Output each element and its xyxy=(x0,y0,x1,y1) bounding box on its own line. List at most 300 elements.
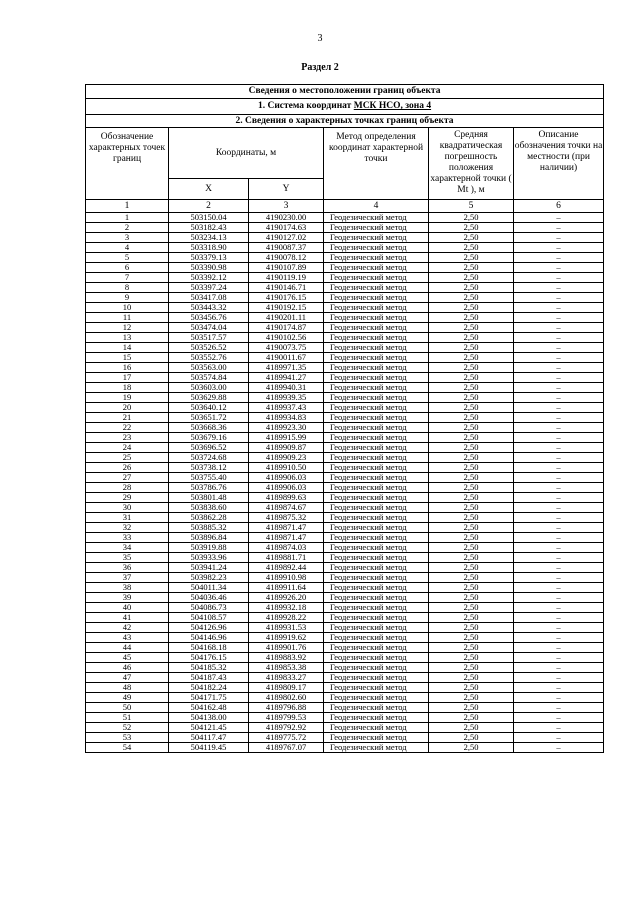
description: – xyxy=(514,363,604,373)
coord-y: 4189939.35 xyxy=(249,393,324,403)
coord-y: 4190176.15 xyxy=(249,293,324,303)
method: Геодезический метод xyxy=(324,383,429,393)
point-number: 47 xyxy=(86,673,169,683)
coord-y: 4190078.12 xyxy=(249,253,324,263)
coord-x: 504162.48 xyxy=(169,703,249,713)
method: Геодезический метод xyxy=(324,253,429,263)
coord-x: 504036.46 xyxy=(169,593,249,603)
description: – xyxy=(514,563,604,573)
description: – xyxy=(514,293,604,303)
column-number: 3 xyxy=(249,200,324,213)
method: Геодезический метод xyxy=(324,593,429,603)
method: Геодезический метод xyxy=(324,323,429,333)
mt-error: 2,50 xyxy=(429,743,514,753)
description: – xyxy=(514,243,604,253)
coord-x: 504171.75 xyxy=(169,693,249,703)
coord-x: 503885.32 xyxy=(169,523,249,533)
description: – xyxy=(514,603,604,613)
method: Геодезический метод xyxy=(324,283,429,293)
description: – xyxy=(514,263,604,273)
coord-x: 503456.76 xyxy=(169,313,249,323)
table-row xyxy=(86,613,604,623)
method: Геодезический метод xyxy=(324,723,429,733)
table-row xyxy=(86,363,604,373)
mt-error: 2,50 xyxy=(429,223,514,233)
description: – xyxy=(514,463,604,473)
coord-y: 4189833.27 xyxy=(249,673,324,683)
mt-error: 2,50 xyxy=(429,443,514,453)
table-row xyxy=(86,273,604,283)
point-number: 3 xyxy=(86,233,169,243)
point-number: 13 xyxy=(86,333,169,343)
table-caption: Сведения о местоположении границ объекта xyxy=(86,85,604,99)
coord-x: 504138.00 xyxy=(169,713,249,723)
mt-error: 2,50 xyxy=(429,603,514,613)
point-number: 27 xyxy=(86,473,169,483)
point-number: 40 xyxy=(86,603,169,613)
table-row xyxy=(86,353,604,363)
coord-x: 503640.12 xyxy=(169,403,249,413)
point-number: 38 xyxy=(86,583,169,593)
method: Геодезический метод xyxy=(324,433,429,443)
point-number: 54 xyxy=(86,743,169,753)
mt-error: 2,50 xyxy=(429,523,514,533)
method: Геодезический метод xyxy=(324,653,429,663)
method: Геодезический метод xyxy=(324,543,429,553)
mt-error: 2,50 xyxy=(429,583,514,593)
description: – xyxy=(514,483,604,493)
mt-error: 2,50 xyxy=(429,663,514,673)
table-row xyxy=(86,333,604,343)
point-number: 28 xyxy=(86,483,169,493)
table-row xyxy=(86,543,604,553)
point-number: 9 xyxy=(86,293,169,303)
description: – xyxy=(514,573,604,583)
point-number: 2 xyxy=(86,223,169,233)
coord-x: 503318.90 xyxy=(169,243,249,253)
description: – xyxy=(514,733,604,743)
point-number: 17 xyxy=(86,373,169,383)
point-number: 11 xyxy=(86,313,169,323)
method: Геодезический метод xyxy=(324,233,429,243)
description: – xyxy=(514,333,604,343)
coord-y: 4189883.92 xyxy=(249,653,324,663)
coord-y: 4189934.83 xyxy=(249,413,324,423)
coord-x: 503150.04 xyxy=(169,213,249,223)
method: Геодезический метод xyxy=(324,663,429,673)
method: Геодезический метод xyxy=(324,303,429,313)
mt-error: 2,50 xyxy=(429,623,514,633)
point-number: 26 xyxy=(86,463,169,473)
coord-x: 503390.98 xyxy=(169,263,249,273)
coord-y: 4189931.53 xyxy=(249,623,324,633)
coord-x: 503526.52 xyxy=(169,343,249,353)
method: Геодезический метод xyxy=(324,733,429,743)
coord-y: 4189937.43 xyxy=(249,403,324,413)
mt-error: 2,50 xyxy=(429,713,514,723)
coord-x: 503724.68 xyxy=(169,453,249,463)
description: – xyxy=(514,493,604,503)
coord-x: 503679.16 xyxy=(169,433,249,443)
mt-error: 2,50 xyxy=(429,263,514,273)
description: – xyxy=(514,313,604,323)
table-row xyxy=(86,503,604,513)
table-row xyxy=(86,393,604,403)
description: – xyxy=(514,433,604,443)
point-number: 19 xyxy=(86,393,169,403)
point-number: 8 xyxy=(86,283,169,293)
coord-x: 503696.52 xyxy=(169,443,249,453)
description: – xyxy=(514,453,604,463)
point-number: 1 xyxy=(86,213,169,223)
coord-x: 503517.57 xyxy=(169,333,249,343)
coord-y: 4189802.60 xyxy=(249,693,324,703)
method: Геодезический метод xyxy=(324,613,429,623)
mt-error: 2,50 xyxy=(429,683,514,693)
coord-y: 4189871.47 xyxy=(249,523,324,533)
method: Геодезический метод xyxy=(324,603,429,613)
method: Геодезический метод xyxy=(324,643,429,653)
mt-error: 2,50 xyxy=(429,643,514,653)
mt-error: 2,50 xyxy=(429,283,514,293)
method: Геодезический метод xyxy=(324,423,429,433)
coord-y: 4189971.35 xyxy=(249,363,324,373)
coord-x: 503941.24 xyxy=(169,563,249,573)
coord-y: 4189767.07 xyxy=(249,743,324,753)
description: – xyxy=(514,273,604,283)
table-row xyxy=(86,313,604,323)
coord-y: 4189874.03 xyxy=(249,543,324,553)
coord-x: 503392.12 xyxy=(169,273,249,283)
coord-x: 503896.84 xyxy=(169,533,249,543)
description: – xyxy=(514,553,604,563)
coord-y: 4189909.23 xyxy=(249,453,324,463)
mt-error: 2,50 xyxy=(429,343,514,353)
table-row xyxy=(86,603,604,613)
coord-y: 4190073.75 xyxy=(249,343,324,353)
description: – xyxy=(514,743,604,753)
point-number: 51 xyxy=(86,713,169,723)
coord-y: 4189796.88 xyxy=(249,703,324,713)
coord-x: 503629.88 xyxy=(169,393,249,403)
method: Геодезический метод xyxy=(324,393,429,403)
coord-x: 504086.73 xyxy=(169,603,249,613)
mt-error: 2,50 xyxy=(429,653,514,663)
method: Геодезический метод xyxy=(324,673,429,683)
coord-x: 503182.43 xyxy=(169,223,249,233)
table-row xyxy=(86,633,604,643)
method: Геодезический метод xyxy=(324,313,429,323)
coord-y: 4189809.17 xyxy=(249,683,324,693)
method: Геодезический метод xyxy=(324,583,429,593)
coord-y: 4190146.71 xyxy=(249,283,324,293)
description: – xyxy=(514,693,604,703)
coord-y: 4189928.22 xyxy=(249,613,324,623)
header-method: Метод определения координат характерной точки xyxy=(324,128,429,200)
table-row xyxy=(86,493,604,503)
mt-error: 2,50 xyxy=(429,453,514,463)
description: – xyxy=(514,223,604,233)
table-row xyxy=(86,323,604,333)
table-row xyxy=(86,423,604,433)
table-row xyxy=(86,713,604,723)
description: – xyxy=(514,253,604,263)
point-number: 36 xyxy=(86,563,169,573)
point-number: 33 xyxy=(86,533,169,543)
point-number: 37 xyxy=(86,573,169,583)
coord-y: 4189911.64 xyxy=(249,583,324,593)
mt-error: 2,50 xyxy=(429,243,514,253)
point-number: 32 xyxy=(86,523,169,533)
point-number: 39 xyxy=(86,593,169,603)
mt-error: 2,50 xyxy=(429,333,514,343)
description: – xyxy=(514,233,604,243)
mt-error: 2,50 xyxy=(429,543,514,553)
description: – xyxy=(514,343,604,353)
method: Геодезический метод xyxy=(324,513,429,523)
mt-error: 2,50 xyxy=(429,323,514,333)
table-row xyxy=(86,593,604,603)
description: – xyxy=(514,303,604,313)
coord-x: 504176.15 xyxy=(169,653,249,663)
header-point: Обозначение характерных точек границ xyxy=(86,128,169,200)
coord-y: 4189909.87 xyxy=(249,443,324,453)
point-number: 34 xyxy=(86,543,169,553)
table-row xyxy=(86,563,604,573)
coord-y: 4189875.32 xyxy=(249,513,324,523)
mt-error: 2,50 xyxy=(429,433,514,443)
coord-x: 503603.00 xyxy=(169,383,249,393)
coord-y: 4189892.44 xyxy=(249,563,324,573)
table-row xyxy=(86,573,604,583)
point-number: 41 xyxy=(86,613,169,623)
table-row xyxy=(86,223,604,233)
table-row xyxy=(86,443,604,453)
method: Геодезический метод xyxy=(324,413,429,423)
table-row xyxy=(86,743,604,753)
method: Геодезический метод xyxy=(324,483,429,493)
coord-x: 503738.12 xyxy=(169,463,249,473)
coord-y: 4189906.03 xyxy=(249,473,324,483)
description: – xyxy=(514,383,604,393)
coord-y: 4189874.67 xyxy=(249,503,324,513)
description: – xyxy=(514,703,604,713)
table-row xyxy=(86,403,604,413)
coord-x: 504119.45 xyxy=(169,743,249,753)
point-number: 18 xyxy=(86,383,169,393)
point-number: 20 xyxy=(86,403,169,413)
mt-error: 2,50 xyxy=(429,503,514,513)
mt-error: 2,50 xyxy=(429,213,514,223)
column-number: 4 xyxy=(324,200,429,213)
description: – xyxy=(514,643,604,653)
coord-y: 4190230.00 xyxy=(249,213,324,223)
mt-error: 2,50 xyxy=(429,593,514,603)
coord-x: 503919.88 xyxy=(169,543,249,553)
mt-error: 2,50 xyxy=(429,393,514,403)
mt-error: 2,50 xyxy=(429,463,514,473)
coord-x: 503982.23 xyxy=(169,573,249,583)
coordinate-system-name: МСК НСО, зона 4 xyxy=(353,101,432,111)
description: – xyxy=(514,633,604,643)
header-error: Средняя квадратическая погрешность положения характерной точки ( Mt ), м xyxy=(429,128,514,200)
coord-y: 4190011.67 xyxy=(249,353,324,363)
coord-y: 4189871.47 xyxy=(249,533,324,543)
description: – xyxy=(514,373,604,383)
description: – xyxy=(514,213,604,223)
method: Геодезический метод xyxy=(324,363,429,373)
description: – xyxy=(514,443,604,453)
table-row xyxy=(86,253,604,263)
method: Геодезический метод xyxy=(324,223,429,233)
boundary-points-table xyxy=(85,84,604,753)
method: Геодезический метод xyxy=(324,623,429,633)
coord-x: 504126.96 xyxy=(169,623,249,633)
method: Геодезический метод xyxy=(324,683,429,693)
mt-error: 2,50 xyxy=(429,313,514,323)
table-row xyxy=(86,463,604,473)
coord-x: 503801.48 xyxy=(169,493,249,503)
coord-x: 504182.24 xyxy=(169,683,249,693)
point-number: 44 xyxy=(86,643,169,653)
header-description: Описание обозначения точки на местности (при наличии) xyxy=(514,128,604,200)
coord-y: 4189799.53 xyxy=(249,713,324,723)
point-number: 10 xyxy=(86,303,169,313)
description: – xyxy=(514,523,604,533)
table-row xyxy=(86,583,604,593)
point-number: 7 xyxy=(86,273,169,283)
mt-error: 2,50 xyxy=(429,233,514,243)
coordinate-system-prefix: 1. Система координат xyxy=(257,101,354,111)
method: Геодезический метод xyxy=(324,373,429,383)
coord-y: 4189910.50 xyxy=(249,463,324,473)
description: – xyxy=(514,583,604,593)
table-row xyxy=(86,243,604,253)
coord-y: 4189910.98 xyxy=(249,573,324,583)
coord-x: 503933.96 xyxy=(169,553,249,563)
coord-y: 4189932.18 xyxy=(249,603,324,613)
coord-y: 4189901.76 xyxy=(249,643,324,653)
mt-error: 2,50 xyxy=(429,563,514,573)
table-row xyxy=(86,513,604,523)
table-row xyxy=(86,533,604,543)
table-row xyxy=(86,643,604,653)
table-row xyxy=(86,653,604,663)
coord-x: 503574.84 xyxy=(169,373,249,383)
mt-error: 2,50 xyxy=(429,303,514,313)
description: – xyxy=(514,613,604,623)
description: – xyxy=(514,423,604,433)
table-row xyxy=(86,413,604,423)
method: Геодезический метод xyxy=(324,523,429,533)
table-row xyxy=(86,233,604,243)
coord-y: 4189899.63 xyxy=(249,493,324,503)
method: Геодезический метод xyxy=(324,473,429,483)
coord-x: 503668.36 xyxy=(169,423,249,433)
table-row xyxy=(86,703,604,713)
method: Геодезический метод xyxy=(324,573,429,583)
table-row xyxy=(86,343,604,353)
coord-x: 504146.96 xyxy=(169,633,249,643)
coord-x: 504117.47 xyxy=(169,733,249,743)
table-row xyxy=(86,453,604,463)
table-row xyxy=(86,433,604,443)
point-number: 31 xyxy=(86,513,169,523)
table-row xyxy=(86,473,604,483)
coord-y: 4189906.03 xyxy=(249,483,324,493)
point-number: 46 xyxy=(86,663,169,673)
coord-y: 4190102.56 xyxy=(249,333,324,343)
mt-error: 2,50 xyxy=(429,723,514,733)
header-y: Y xyxy=(249,179,324,200)
points-section-title: 2. Сведения о характерных точках границ объекта xyxy=(86,115,604,128)
header-coords: Координаты, м xyxy=(169,128,324,179)
page-number: 3 xyxy=(317,33,323,44)
coord-x: 503234.13 xyxy=(169,233,249,243)
mt-error: 2,50 xyxy=(429,373,514,383)
mt-error: 2,50 xyxy=(429,423,514,433)
point-number: 45 xyxy=(86,653,169,663)
table-row xyxy=(86,683,604,693)
description: – xyxy=(514,513,604,523)
mt-error: 2,50 xyxy=(429,633,514,643)
point-number: 48 xyxy=(86,683,169,693)
mt-error: 2,50 xyxy=(429,473,514,483)
header-x: X xyxy=(169,179,249,200)
method: Геодезический метод xyxy=(324,503,429,513)
method: Геодезический метод xyxy=(324,553,429,563)
description: – xyxy=(514,393,604,403)
point-number: 12 xyxy=(86,323,169,333)
description: – xyxy=(514,673,604,683)
point-number: 35 xyxy=(86,553,169,563)
table-row xyxy=(86,293,604,303)
mt-error: 2,50 xyxy=(429,493,514,503)
mt-error: 2,50 xyxy=(429,383,514,393)
method: Геодезический метод xyxy=(324,403,429,413)
coordinate-system xyxy=(86,99,604,115)
point-number: 43 xyxy=(86,633,169,643)
mt-error: 2,50 xyxy=(429,513,514,523)
coord-y: 4190201.11 xyxy=(249,313,324,323)
table-row xyxy=(86,523,604,533)
coord-x: 504168.18 xyxy=(169,643,249,653)
point-number: 4 xyxy=(86,243,169,253)
coord-y: 4189940.31 xyxy=(249,383,324,393)
point-number: 52 xyxy=(86,723,169,733)
method: Геодезический метод xyxy=(324,493,429,503)
description: – xyxy=(514,503,604,513)
coord-y: 4189881.71 xyxy=(249,553,324,563)
mt-error: 2,50 xyxy=(429,293,514,303)
method: Геодезический метод xyxy=(324,533,429,543)
description: – xyxy=(514,543,604,553)
mt-error: 2,50 xyxy=(429,733,514,743)
coord-x: 504108.57 xyxy=(169,613,249,623)
point-number: 50 xyxy=(86,703,169,713)
method: Геодезический метод xyxy=(324,743,429,753)
coord-y: 4189923.30 xyxy=(249,423,324,433)
table-row xyxy=(86,373,604,383)
description: – xyxy=(514,403,604,413)
description: – xyxy=(514,283,604,293)
coord-y: 4190174.63 xyxy=(249,223,324,233)
point-number: 21 xyxy=(86,413,169,423)
coord-x: 503786.76 xyxy=(169,483,249,493)
method: Геодезический метод xyxy=(324,453,429,463)
mt-error: 2,50 xyxy=(429,353,514,363)
table-row xyxy=(86,553,604,563)
